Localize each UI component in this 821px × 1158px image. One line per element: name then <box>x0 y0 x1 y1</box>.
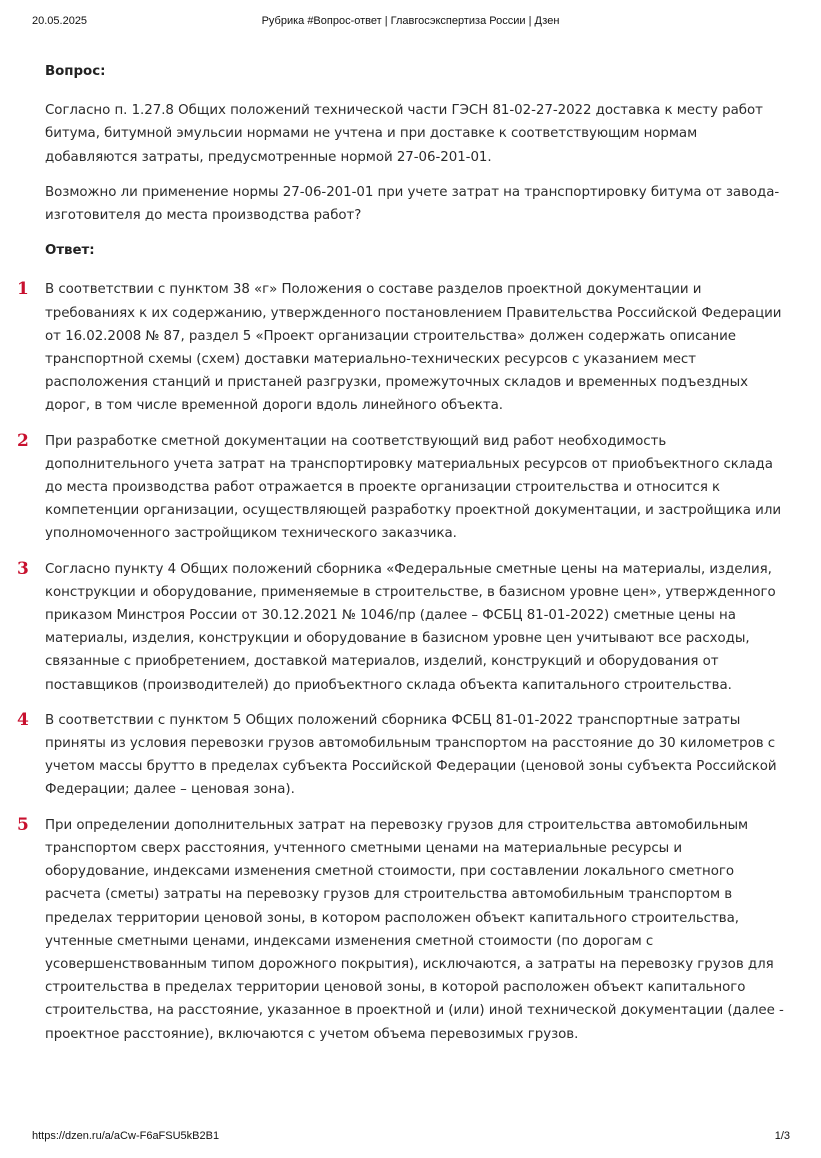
answer-paragraph-2: При разработке сметной документации на соответствующий вид работ необходимость дополнительного учета затрат на транспортировку материальных ресурсов от приобъектного склада до места производства работ отражается в проекте организации строительства и относится к компетенции организации, осуществляющей разработку проектной документации, и застройщика или уполномоченного застройщиком технического заказчика. <box>45 433 781 542</box>
print-footer <box>0 1130 821 1146</box>
print-date: 20.05.2025 <box>32 15 88 27</box>
question-paragraph-2: Возможно ли применение нормы 27-06-201-01 при учете затрат на транспортировку битума от завода-изготовителя до места производства работ? <box>45 184 780 224</box>
print-header <box>0 15 821 31</box>
answer-label: Ответ: <box>45 243 95 259</box>
answer-paragraph-4: В соответствии с пунктом 5 Общих положений сборника ФСБЦ 81-01-2022 транспортные затраты приняты из условия перевозки грузов автомобильным транспортом на расстояние до 30 километров с учетом массы брутто в пределах субъекта Российской Федерации (ценовой зоны субъекта Российской Федерации; далее – ценовая зона). <box>45 712 777 798</box>
answer-number-1: 1 <box>17 279 29 300</box>
question-paragraph-1: Согласно п. 1.27.8 Общих положений технической части ГЭСН 81-02-27-2022 доставка к месту работ битума, битумной эмульсии нормами не учтена и при доставке к соответствующим нормам добавляются затраты, предусмотренные нормой 27-06-201-01. <box>45 103 763 165</box>
answer-paragraph-5: При определении дополнительных затрат на перевозку грузов для строительства автомобильным транспортом сверх расстояния, учтенного сметными ценами на материальные ресурсы и оборудование, индексами изменения сметной стоимости, при составлении локального сметного расчета (сметы) затраты на перевозку грузов для строительства автомобильным транспортом в пределах территории ценовой зоны, в котором расположен объект капитального строительства, учтенные сметными ценами, индексами изменения сметной стоимости (по дорогам с усовершенствованным типом дорожного покрытия), исключаются, а затраты на перевозку грузов для строительства в пределах территории ценовой зоны, в которой расположен объект капитального строительства, на расстояние, указанное в проектной и (или) иной технической документации (далее - проектное расстояние), включаются с учетом объема перевозимых грузов. <box>45 817 784 1042</box>
answer-number-5: 5 <box>17 814 29 835</box>
answer-item-1 <box>17 278 785 417</box>
answer-item-4 <box>17 709 785 802</box>
answer-number-2: 2 <box>17 430 29 451</box>
answer-number-3: 3 <box>17 558 29 579</box>
print-url: https://dzen.ru/a/aCw-F6aFSU5kB2B1 <box>32 1130 220 1142</box>
answer-item-5 <box>17 814 785 1046</box>
answer-paragraph-3: Согласно пункту 4 Общих положений сборника «Федеральные сметные цены на материалы, изделия, конструкции и оборудование, применяемые в строительстве, в базисном уровне цен», утвержденного приказом Минстроя России от 30.12.2021 № 1046/пр (далее – ФСБЦ 81-01-2022) сметные цены на материалы, изделия, конструкции и оборудование в базисном уровне цен учитывают все расходы, связанные с приобретением, доставкой материалов, изделий, конструкций и оборудования от поставщиков (производителей) до приобъектного склада объекта капитального строительства. <box>45 561 776 693</box>
print-title: Рубрика #Вопрос-ответ | Главгосэкспертиза России | Дзен <box>261 15 560 27</box>
question-label: Вопрос: <box>45 64 106 79</box>
answer-number-4: 4 <box>17 709 29 730</box>
answer-paragraph-1: В соответствии с пунктом 38 «г» Положения о составе разделов проектной документации и требованиях к их содержанию, утвержденного постановлением Правительства Российской Федерации от 16.02.2008 № 87, раздел 5 «Проект организации строительства» должен содержать описание транспортной схемы (схем) доставки материально-технических ресурсов с указанием мест расположения станций и пристаней разгрузки, промежуточных складов и временных подъездных дорог, в том числе временной дороги вдоль линейного объекта. <box>45 282 782 414</box>
answer-item-2 <box>17 430 785 546</box>
answer-item-3 <box>17 558 785 697</box>
page-number: 1/3 <box>774 1130 790 1142</box>
article-body <box>17 60 785 1058</box>
